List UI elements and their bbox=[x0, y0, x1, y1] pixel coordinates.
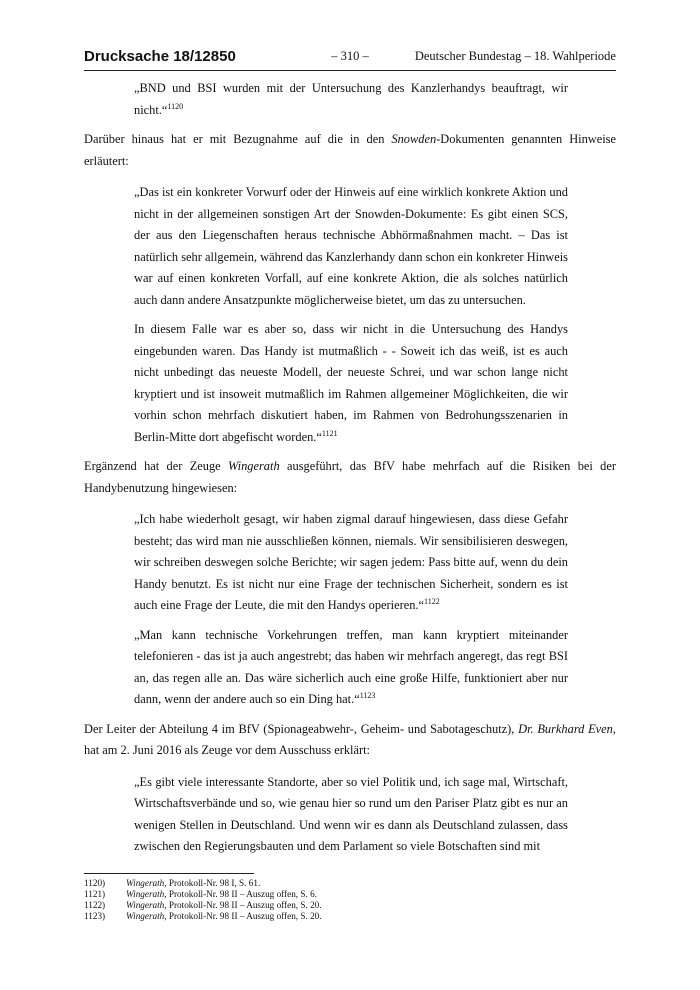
quote-text: „Das ist ein konkreter Vorwurf oder der Hinweis auf eine wirklich konkrete Aktion und nicht in der allgemeinen sonstigen Art der Snowden-Dokumente: Es gibt einen SCS, der aus den Liegenschaften heraus technische Abhörmaßnahmen macht. – Das ist natürlich sehr allgemein, während das Kanzlerhandy dann schon ein konkreter Hinweis war auf einen konkreten Vorfall, auf eine konkrete Aktion, die als solches natürlich auch dann andere Ansatzpunkte möglicherweise bietet, um das zu untersuchen. bbox=[134, 185, 568, 307]
emphasized-name: Dr. Burkhard Even bbox=[518, 721, 613, 736]
body-text: -Dokumenten genannten Hinweise erläutert: bbox=[84, 132, 617, 168]
body-text: ausgeführt, das BfV habe mehrfach auf die Risiken bei der Handybenutzung hingewiesen: bbox=[84, 459, 616, 495]
footnote-item bbox=[84, 889, 322, 900]
footnote-number: 1121) bbox=[84, 889, 106, 899]
body-paragraph bbox=[84, 129, 616, 172]
body-text: Darüber hinaus hat er mit Bezugnahme auf die in den bbox=[84, 132, 392, 146]
quote-paragraph bbox=[134, 772, 568, 858]
body-paragraph bbox=[84, 719, 616, 762]
emphasized-name: Snowden bbox=[391, 132, 437, 146]
footnote-text bbox=[126, 900, 322, 911]
body-paragraph bbox=[84, 456, 616, 499]
footnote-text bbox=[126, 878, 260, 889]
quote-text: „Man kann technische Vorkehrungen treffen, man kann kryptiert miteinander telefonieren - das ist ja auch angestrebt; das haben wir mehrfach angeregt, das regt BSI an, das regen alle an. Das wäre sicherlich auch eine große Hilfe, funktioniert aber nur dann, wenn der andere auch so ein Ding hat.“ bbox=[134, 627, 568, 706]
quote-text: „BND und BSI wurden mit der Untersuchung des Kanzlerhandys beauftragt, wir nicht.“ bbox=[134, 81, 568, 117]
footnote-item bbox=[84, 911, 322, 922]
footnote-source: , Protokoll-Nr. 98 II – Auszug offen, S. 6. bbox=[164, 889, 317, 899]
document-number-prefix: Drucksache 18/ bbox=[84, 48, 195, 65]
footnotes bbox=[84, 878, 322, 922]
footnote-witness-name: Wingerath bbox=[126, 900, 165, 910]
quote-text: „Es gibt viele interessante Standorte, aber so viel Politik und, ich sage mal, Wirtschaft, Wirtschaftsverbände und so, wie genau hier so rund um den Pariser Platz gibt es nur an wenigen Stellen in Deutschland. Und wenn wir es dann als Deutschland zulassen, dass zwischen den Regierungsbauten und dem Parlament so viele Botschaften sind mit bbox=[134, 774, 568, 853]
footnote-source: , Protokoll-Nr. 98 I, S. 61. bbox=[164, 878, 261, 888]
footnote-text bbox=[126, 889, 317, 900]
quote-paragraph bbox=[134, 625, 568, 711]
quote-paragraph bbox=[134, 319, 568, 448]
quote-paragraph bbox=[134, 78, 568, 121]
footnote-source: , Protokoll-Nr. 98 II – Auszug offen, S. 20. bbox=[164, 911, 322, 921]
footnote-number: 1120) bbox=[84, 878, 106, 888]
body-text: Der Leiter der Abteilung 4 im BfV (Spionageabwehr-, Geheim- und Sabotageschutz), bbox=[84, 721, 519, 736]
footnote-divider bbox=[84, 873, 254, 874]
emphasized-name: Wingerath bbox=[228, 459, 280, 473]
quote-paragraph bbox=[134, 509, 568, 617]
quote-paragraph bbox=[134, 182, 568, 311]
footnote-number: 1122) bbox=[84, 900, 106, 910]
quote-text: „Ich habe wiederholt gesagt, wir haben zigmal darauf hingewiesen, dass diese Gefahr besteht; das wird man nie ausschließen können, niemals. Wir sensibilisieren deswegen, wir schreiben deswegen solche Berichte; wir sagen jedem: Pass bitte auf, wenn du dein Handy benutzt. Es ist nicht nur eine Frage der technischen Sicherheit, sondern es ist auch eine Frage der Leute, die mit den Handys operieren.“ bbox=[134, 512, 568, 612]
footnote-witness-name: Wingerath bbox=[126, 889, 165, 899]
parliament-label: Deutscher Bundestag – 18. Wahlperiode bbox=[414, 49, 616, 63]
main-text bbox=[84, 78, 616, 866]
footnote-reference[interactable]: 1121 bbox=[321, 428, 338, 438]
footnote-witness-name: Wingerath bbox=[126, 878, 165, 888]
footnote-reference[interactable]: 1122 bbox=[424, 597, 440, 606]
document-number-value: 12850 bbox=[194, 48, 236, 65]
footnote-text bbox=[126, 911, 322, 922]
body-text: Ergänzend hat der Zeuge bbox=[84, 459, 229, 473]
footnote-source: , Protokoll-Nr. 98 II – Auszug offen, S. 20. bbox=[164, 900, 322, 910]
page-number: – 310 – bbox=[331, 49, 369, 63]
footnote-reference[interactable]: 1123 bbox=[359, 691, 376, 700]
body-text: , hat am 2. Juni 2016 als Zeuge vor dem Ausschuss erklärt: bbox=[84, 721, 616, 757]
footnote-item bbox=[84, 878, 322, 889]
quote-text: In diesem Falle war es aber so, dass wir nicht in die Untersuchung des Handys eingebunden waren. Das Handy ist mutmaßlich - - Soweit ich das weiß, ist es auch nicht unbedingt das neueste Modell, der neueste Schrei, und war schon lange nicht kryptiert und ist insoweit mutmaßlich im Rahmen allgemeiner Möglichkeiten, die wir vorhin schon mehrfach diskutiert haben, im Rahmen von Bedrohungsszenarien in Berlin-Mitte dort abgefischt worden.“ bbox=[134, 322, 568, 444]
footnote-item bbox=[84, 900, 322, 911]
page-header bbox=[84, 46, 616, 71]
footnote-number: 1123) bbox=[84, 911, 106, 921]
footnote-witness-name: Wingerath bbox=[126, 911, 165, 921]
footnote-reference[interactable]: 1120 bbox=[167, 101, 184, 111]
